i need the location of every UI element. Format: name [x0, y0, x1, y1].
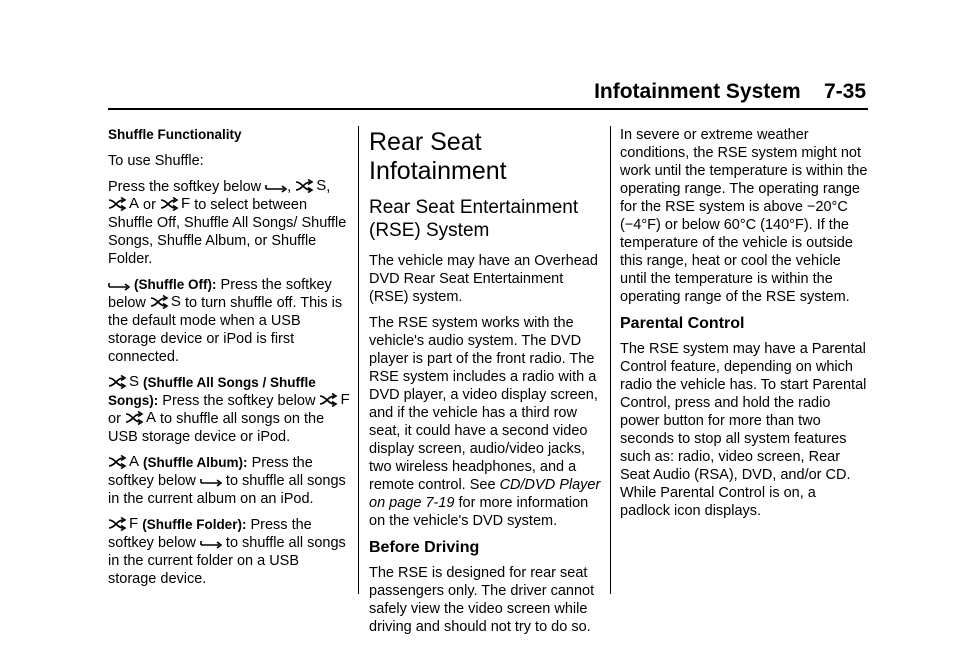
column-divider	[358, 126, 359, 594]
shuffle-all-icon: S	[295, 179, 326, 193]
shuffle-album-paragraph: A (Shuffle Album): Press the softkey below to shuffle all songs in the current album on an iPod.	[108, 453, 346, 507]
subsection-heading-rse-system: Rear Seat Entertainment (RSE) System	[369, 197, 579, 241]
section-title: Infotainment System	[594, 80, 801, 103]
shuffle-folder-icon: F	[160, 197, 190, 211]
shuffle-folder-paragraph: F (Shuffle Folder): Press the softkey below to shuffle all songs in the current folder on a USB storage device.	[108, 515, 346, 587]
parental-control-paragraph: The RSE system may have a Parental Control feature, depending on which radio the vehicle has. To start Parental Control, press and hold the radio power button for more than two seconds to stop all system features such as: radio, video screen, Rear Seat Audio (RSA), DVD, and/or CD. While Parental Control is on, a padlock icon displays.	[620, 341, 867, 519]
before-driving-heading: Before Driving	[369, 539, 480, 556]
shuffle-off-icon	[200, 473, 222, 487]
shuffle-all-icon: S	[108, 375, 139, 389]
shuffle-folder-icon: F	[319, 393, 349, 407]
shuffle-paragraph: Press the softkey below , S, A or F to select between Shuffle Off, Shuffle All Songs/ Shuffle Songs, Shuffle Album, or Shuffle Folder.	[108, 177, 347, 267]
header-rule	[108, 108, 868, 110]
shuffle-off-paragraph: (Shuffle Off): Press the softkey below S to turn shuffle off. This is the default mode when a USB storage device or iPod is first connected.	[108, 277, 343, 365]
weather-paragraph: In severe or extreme weather conditions, the RSE system might not work until the temperature is within the operating range. The operating range for the RSE system is above −20°C (−4°F) or below 60°C (140°F). If the temperature of the vehicle is outside this range, heat or cool the vehicle until the temperature is within the operating range of the RSE system.	[620, 127, 868, 305]
before-driving-paragraph: The RSE is designed for rear seat passengers only. The driver cannot safely view the video screen while driving and should not try to do so.	[369, 565, 595, 635]
shuffle-all-paragraph: S (Shuffle All Songs / Shuffle Songs): Press the softkey below F or A to shuffle all songs on the USB storage device or iPod.	[108, 373, 350, 445]
column-operating	[620, 126, 868, 528]
shuffle-album-label: (Shuffle Album):	[143, 455, 248, 470]
shuffle-off-label: (Shuffle Off):	[134, 277, 217, 292]
shuffle-folder-label: (Shuffle Folder):	[142, 517, 247, 532]
cd-dvd-player-reference[interactable]: CD/DVD Player on page 7-19	[369, 477, 601, 511]
shuffle-off-icon	[200, 535, 222, 549]
shuffle-all-icon: S	[150, 295, 181, 309]
shuffle-album-icon: A	[108, 197, 139, 211]
rse-intro-paragraph: The vehicle may have an Overhead DVD Rear Seat Entertainment (RSE) system.	[369, 253, 598, 305]
shuffle-off-icon	[108, 277, 130, 291]
section-heading-rear-seat-infotainment: Rear Seat Infotainment	[369, 128, 507, 185]
shuffle-all-label: (Shuffle All Songs / Shuffle Songs):	[108, 375, 316, 408]
column-rear-seat	[369, 126, 601, 644]
page-number: 7-35	[823, 80, 866, 103]
shuffle-heading: Shuffle Functionality	[108, 127, 242, 142]
column-shuffle	[108, 126, 350, 596]
shuffle-folder-icon: F	[108, 517, 138, 531]
shuffle-off-icon	[265, 179, 287, 193]
parental-control-heading: Parental Control	[620, 315, 745, 332]
page-title	[594, 80, 866, 104]
column-divider	[610, 126, 611, 594]
shuffle-intro: To use Shuffle:	[108, 153, 204, 169]
shuffle-album-icon: A	[108, 455, 139, 469]
rse-description-paragraph: The RSE system works with the vehicle's audio system. The DVD player is part of the front radio. The RSE system includes a radio with a DVD player, a video display screen, and if the vehicle has a third row seat, it could have a second video display screen, audio/video jacks, two wireless headphones, and a remote control. See CD/DVD Player on page 7-19 for more information on the vehicle's DVD system.	[369, 315, 601, 529]
page-header	[0, 0, 960, 120]
shuffle-album-icon: A	[125, 411, 156, 425]
